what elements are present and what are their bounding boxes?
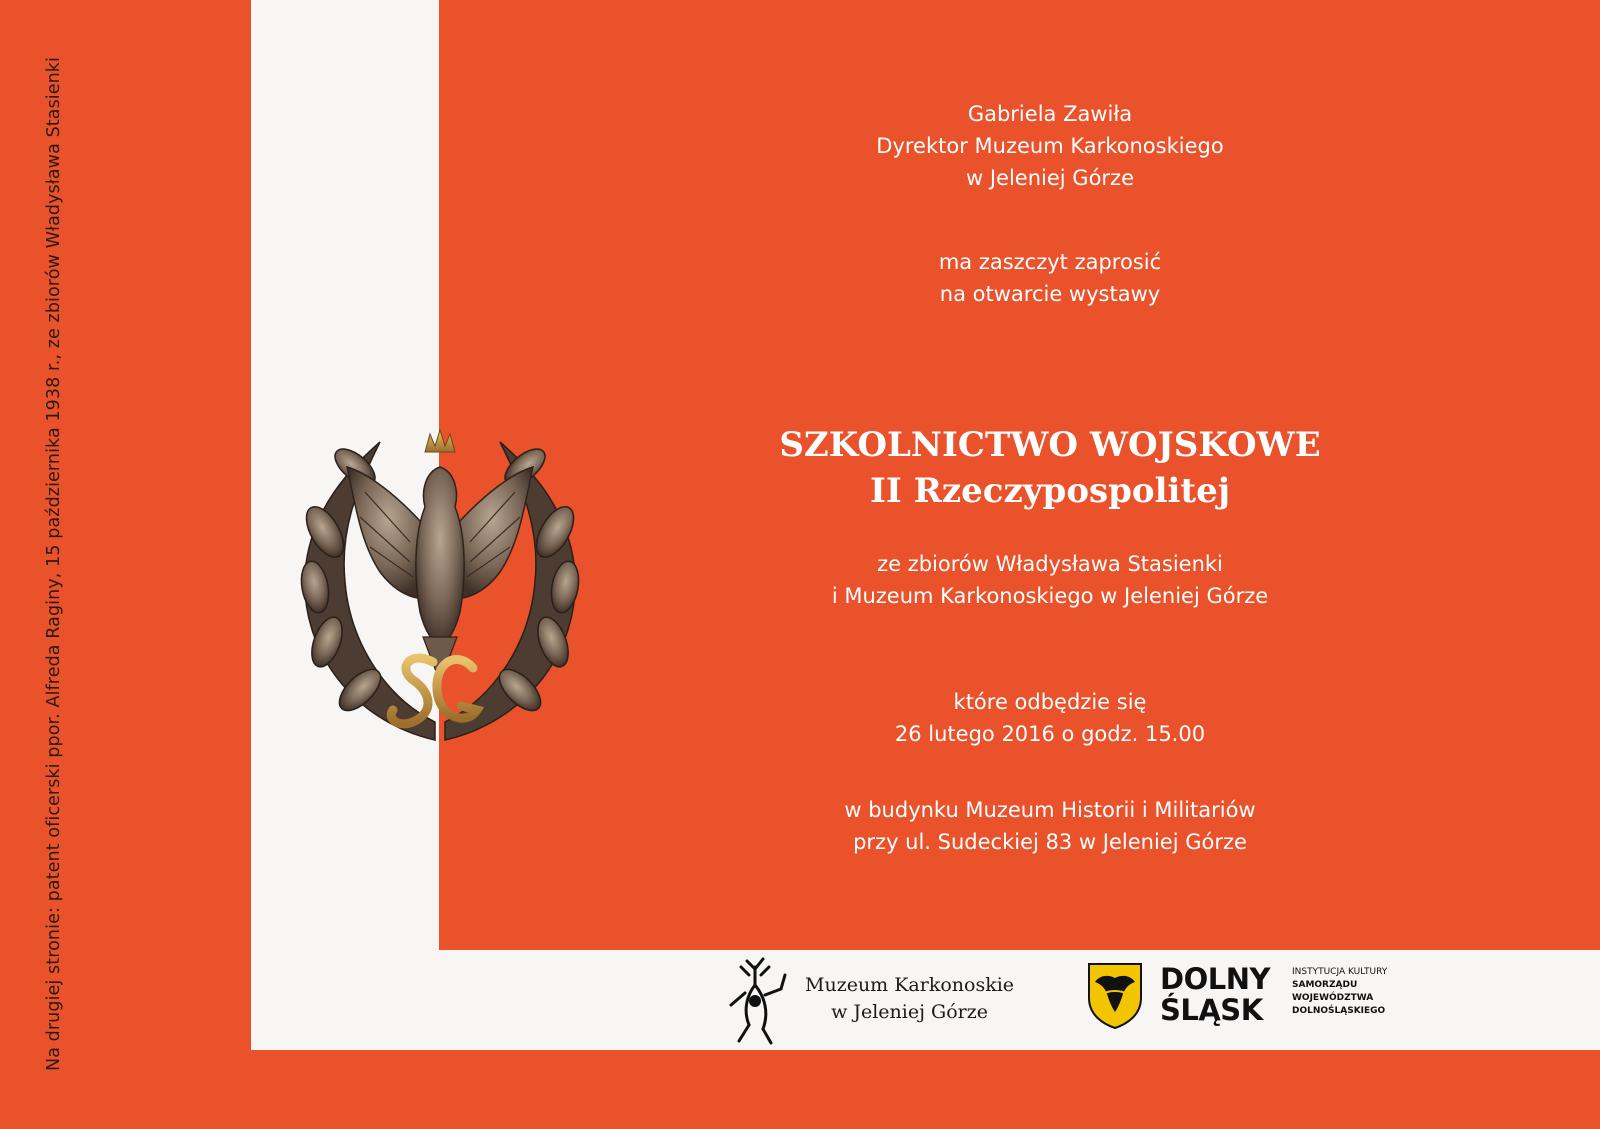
eagle-body bbox=[416, 467, 464, 647]
museum-spirit-logo-icon bbox=[725, 955, 795, 1045]
dolny-slask-wordmark bbox=[1160, 964, 1270, 1026]
institution-label bbox=[1292, 966, 1387, 1018]
institution-line-3: WOJEWÓDZTWA bbox=[1292, 993, 1374, 1003]
venue-block bbox=[660, 794, 1440, 858]
museum-logo-line-2: w Jeleniej Górze bbox=[831, 1001, 988, 1023]
institution-line-2: SAMORZĄDU bbox=[1292, 980, 1358, 990]
dolny-slask-line-2: ŚLĄSK bbox=[1160, 993, 1263, 1027]
museum-logo bbox=[725, 955, 1025, 1045]
exhibition-source bbox=[660, 548, 1440, 612]
lower-silesia-coat-of-arms-icon bbox=[1085, 960, 1145, 1030]
military-school-emblem bbox=[285, 422, 595, 767]
invitation-block bbox=[660, 246, 1440, 310]
invitation-line-1: ma zaszczyt zaprosić bbox=[938, 250, 1162, 274]
museum-logo-line-1: Muzeum Karkonoskie bbox=[805, 974, 1015, 996]
exhibition-title-line-2: II Rzeczypospolitej bbox=[869, 471, 1231, 511]
venue-line-2: przy ul. Sudeckiej 83 w Jeleniej Górze bbox=[853, 830, 1247, 854]
exhibition-title-line-1: SZKOLNICTWO WOJSKOWE bbox=[779, 425, 1321, 465]
host-place: w Jeleniej Górze bbox=[966, 166, 1134, 190]
crown-icon bbox=[425, 430, 455, 452]
sg-monogram-letters: SG bbox=[439, 720, 441, 721]
eagle-wreath-emblem-icon bbox=[285, 422, 595, 767]
host-name: Gabriela Zawiła bbox=[967, 102, 1133, 126]
host-block bbox=[660, 98, 1440, 194]
dolny-slask-line-1: DOLNY bbox=[1160, 962, 1270, 996]
museum-logo-text bbox=[805, 972, 1014, 1026]
exhibition-source-line-1: ze zbiorów Władysława Stasienki bbox=[877, 552, 1223, 576]
dolny-slask-logo bbox=[1085, 960, 1415, 1040]
side-caption: Na drugiej stronie: patent oficerski ppor. Alfreda Raginy, 15 października 1938 r., ze zbiorów Władysława Stasienki bbox=[44, 57, 64, 1071]
invitation-line-2: na otwarcie wystawy bbox=[939, 282, 1161, 306]
event-line-2: 26 lutego 2016 o godz. 15.00 bbox=[894, 722, 1206, 746]
institution-line-4: DOLNOŚLĄSKIEGO bbox=[1292, 1006, 1386, 1016]
exhibition-title bbox=[660, 422, 1440, 514]
event-date bbox=[660, 686, 1440, 750]
host-position: Dyrektor Muzeum Karkonoskiego bbox=[876, 134, 1224, 158]
exhibition-source-line-2: i Muzeum Karkonoskiego w Jeleniej Górze bbox=[831, 584, 1269, 608]
venue-line-1: w budynku Muzeum Historii i Militariów bbox=[844, 798, 1256, 822]
event-line-1: które odbędzie się bbox=[953, 690, 1147, 714]
institution-line-1: INSTYTUCJA KULTURY bbox=[1292, 967, 1388, 977]
